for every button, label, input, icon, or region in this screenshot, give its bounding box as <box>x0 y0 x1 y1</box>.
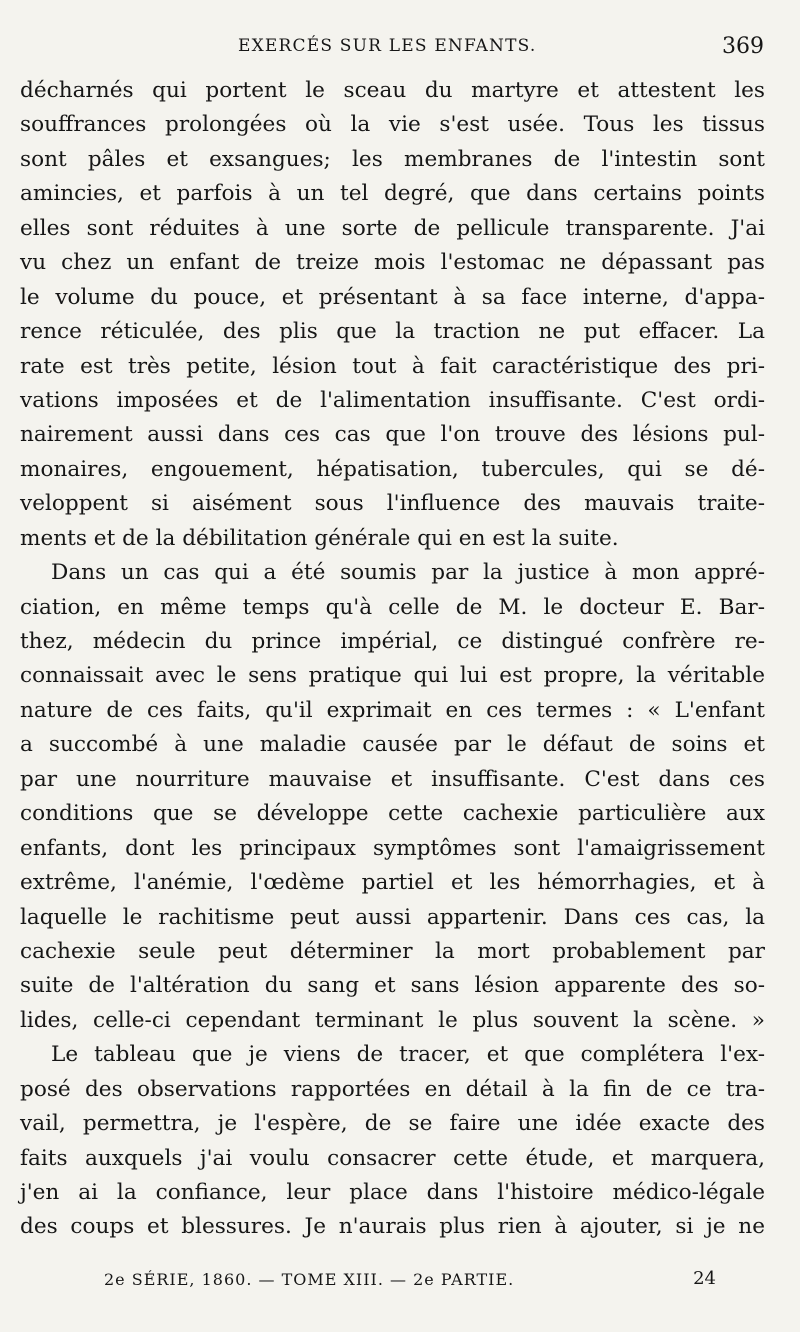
body-text <box>20 74 765 1245</box>
text-line: a succombé à une maladie causée par le défaut de soins et <box>20 732 765 758</box>
text-line: par une nourriture mauvaise et insuffisante. C'est dans ces <box>20 766 765 792</box>
series-info: 2e SÉRIE, 1860. — TOME XIII. — 2e PARTIE. <box>104 1270 515 1289</box>
text-line: lides, celle-ci cependant terminant le plus souvent la scène. » <box>20 1007 765 1033</box>
text-line: conditions que se développe cette cachexie particulière aux <box>20 801 765 827</box>
running-title: EXERCÉS SUR LES ENFANTS. <box>238 36 537 56</box>
text-line: vations imposées et de l'alimentation insuffisante. C'est ordi- <box>20 387 765 413</box>
text-line: le volume du pouce, et présentant à sa face interne, d'appa- <box>20 284 765 310</box>
paragraph-start-line: Le tableau que je viens de tracer, et que complétera l'ex- <box>51 1042 765 1068</box>
text-line: nairement aussi dans ces cas que l'on trouve des lésions pul- <box>20 422 765 448</box>
text-line: posé des observations rapportées en détail à la fin de ce tra- <box>20 1076 765 1102</box>
text-line: enfants, dont les principaux symptômes sont l'amaigrissement <box>20 835 765 861</box>
text-line: laquelle le rachitisme peut aussi appartenir. Dans ces cas, la <box>20 904 765 930</box>
text-line: connaissait avec le sens pratique qui lui est propre, la véritable <box>20 663 765 689</box>
text-line: thez, médecin du prince impérial, ce distingué confrère re- <box>20 629 765 654</box>
text-line: veloppent si aisément sous l'influence des mauvais traite- <box>20 491 765 517</box>
text-line: nature de ces faits, qu'il exprimait en ces termes : « L'enfant <box>20 697 765 723</box>
text-line: rence réticulée, des plis que la traction ne put effacer. La <box>20 319 765 345</box>
text-line: faits auxquels j'ai voulu consacrer cette étude, et marquera, <box>20 1145 765 1171</box>
text-line: extrême, l'anémie, l'œdème partiel et les hémorrhagies, et à <box>20 870 765 896</box>
text-line: amincies, et parfois à un tel degré, que dans certains points <box>20 181 765 207</box>
text-line: des coups et blessures. Je n'aurais plus rien à ajouter, si je ne <box>20 1214 765 1240</box>
text-line: cachexie seule peut déterminer la mort probablement par <box>20 938 765 964</box>
running-head <box>0 34 800 64</box>
text-line: monaires, engouement, hépatisation, tubercules, qui se dé- <box>20 456 765 482</box>
text-line: suite de l'altération du sang et sans lésion apparente des so- <box>20 973 765 999</box>
text-line: vu chez un enfant de treize mois l'estomac ne dépassant pas <box>20 250 765 276</box>
signature-mark: 24 <box>693 1268 716 1289</box>
text-line: décharnés qui portent le sceau du martyre et attestent les <box>20 78 765 103</box>
paragraph-start-line: Dans un cas qui a été soumis par la justice à mon appré- <box>51 560 765 586</box>
page-footer <box>0 1266 800 1296</box>
text-line: ciation, en même temps qu'à celle de M. le docteur E. Bar- <box>20 594 765 620</box>
text-line: souffrances prolongées où la vie s'est usée. Tous les tissus <box>20 112 765 138</box>
text-line: ments et de la débilitation générale qui en est la suite. <box>20 525 619 551</box>
text-line: vail, permettra, je l'espère, de se faire une idée exacte des <box>20 1111 765 1137</box>
text-line: j'en ai la confiance, leur place dans l'histoire médico-légale <box>20 1180 765 1205</box>
text-line: elles sont réduites à une sorte de pellicule transparente. J'ai <box>20 215 765 241</box>
text-line: sont pâles et exsangues; les membranes de l'intestin sont <box>20 146 765 172</box>
page-number: 369 <box>722 34 764 59</box>
text-line: rate est très petite, lésion tout à fait caractéristique des pri- <box>20 353 765 379</box>
